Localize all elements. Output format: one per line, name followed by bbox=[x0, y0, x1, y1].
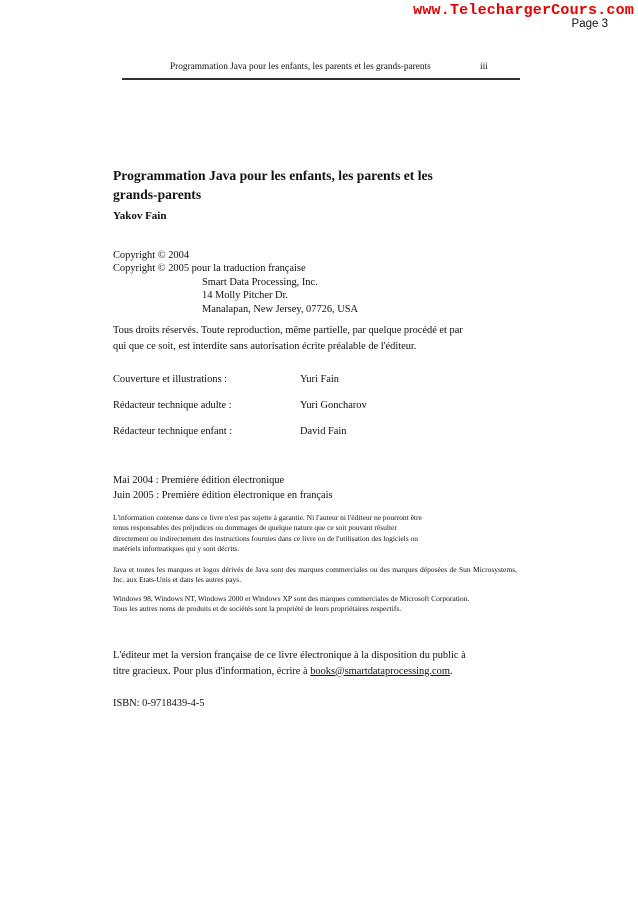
book-author: Yakov Fain bbox=[113, 210, 167, 222]
rights-notice bbox=[113, 323, 533, 354]
book-title bbox=[113, 166, 493, 204]
disposition-notice bbox=[113, 648, 533, 679]
java-trademark-notice: Java et toutes les marques et logos dérivés de Java sont des marques commerciales ou des marques déposées de Sun Microsystems, Inc. aux Etats-Unis et dans les autres pays. bbox=[113, 565, 517, 585]
warranty-line: matériels informatiques qui y sont décrits. bbox=[113, 544, 240, 554]
page-number-label: Page 3 bbox=[571, 18, 608, 30]
credit-role: Rédacteur technique adulte : bbox=[113, 400, 232, 411]
running-header bbox=[170, 62, 490, 72]
copyright-line-1: Copyright © 2004 bbox=[113, 250, 190, 261]
disposition-suffix: . bbox=[449, 665, 453, 677]
warranty-line: directement ou indirectement des instructions fournies dans ce livre ou de l'utilisation des logiciels ou bbox=[113, 533, 419, 543]
publisher-name: Smart Data Processing, Inc. bbox=[202, 276, 318, 288]
rights-line-1: Tous droits réservés. Toute reproduction, même partielle, par quelque procédé et par bbox=[113, 325, 463, 336]
edition-line-2: Juin 2005 : Première édition électronique en français bbox=[113, 489, 333, 501]
contact-email-link[interactable]: books@smartdataprocessing.com bbox=[310, 665, 450, 677]
publisher-street: 14 Molly Pitcher Dr. bbox=[202, 290, 289, 302]
copyright-block bbox=[113, 249, 358, 316]
isbn-label: ISBN: 0-9718439-4-5 bbox=[113, 698, 205, 709]
credit-role: Rédacteur technique enfant : bbox=[113, 426, 233, 437]
running-header-title: Programmation Java pour les enfants, les parents et les grands-parents bbox=[170, 62, 431, 72]
warranty-notice bbox=[113, 513, 517, 555]
disposition-prefix: titre gracieux. Pour plus d'information, écrire à bbox=[113, 665, 311, 677]
disposition-line-1: L'éditeur met la version française de ce livre électronique à la disposition du public à bbox=[113, 650, 466, 661]
disposition-line-2 bbox=[113, 664, 533, 680]
editions-block bbox=[113, 474, 333, 503]
others-trademark-notice: Tous les autres noms de produits et de sociétés sont la propriété de leurs propriétaires respectifs. bbox=[113, 604, 402, 614]
credit-row bbox=[113, 426, 513, 452]
credit-row bbox=[113, 400, 513, 426]
credit-name: David Fain bbox=[300, 426, 347, 437]
copyright-line-2: Copyright © 2005 pour la traduction française bbox=[113, 263, 306, 275]
credit-name: Yuri Goncharov bbox=[300, 400, 367, 411]
book-title-line-1: Programmation Java pour les enfants, les parents et les bbox=[113, 168, 433, 183]
warranty-line: tenus responsables des préjudices ou dommages de quelque nature que ce soit pouvant résulter bbox=[113, 523, 397, 533]
windows-trademark-notice: Windows 98, Windows NT, Windows 2000 et Windows XP sont des marques commerciales de Microsoft Corporation. bbox=[113, 594, 470, 603]
warranty-line: L'information contenue dans ce livre n'est pas sujette à garantie. Ni l'auteur ni l'éditeur ne pourront être bbox=[113, 513, 422, 522]
credit-role: Couverture et illustrations : bbox=[113, 374, 227, 385]
running-header-page-number: iii bbox=[480, 62, 488, 72]
rights-line-2: qui que ce soit, est interdite sans autorisation écrite préalable de l'éditeur. bbox=[113, 340, 417, 352]
trademark-notices bbox=[113, 594, 517, 615]
credit-row bbox=[113, 374, 513, 400]
edition-line-1: Mai 2004 : Première édition électronique bbox=[113, 475, 285, 486]
book-title-line-2: grands-parents bbox=[113, 187, 202, 202]
publisher-city: Manalapan, New Jersey, 07726, USA bbox=[202, 303, 359, 315]
credits-list bbox=[113, 374, 513, 452]
watermark-link[interactable]: www.TelechargerCours.com bbox=[413, 2, 634, 19]
credit-name: Yuri Fain bbox=[300, 374, 339, 385]
header-rule bbox=[122, 78, 520, 80]
